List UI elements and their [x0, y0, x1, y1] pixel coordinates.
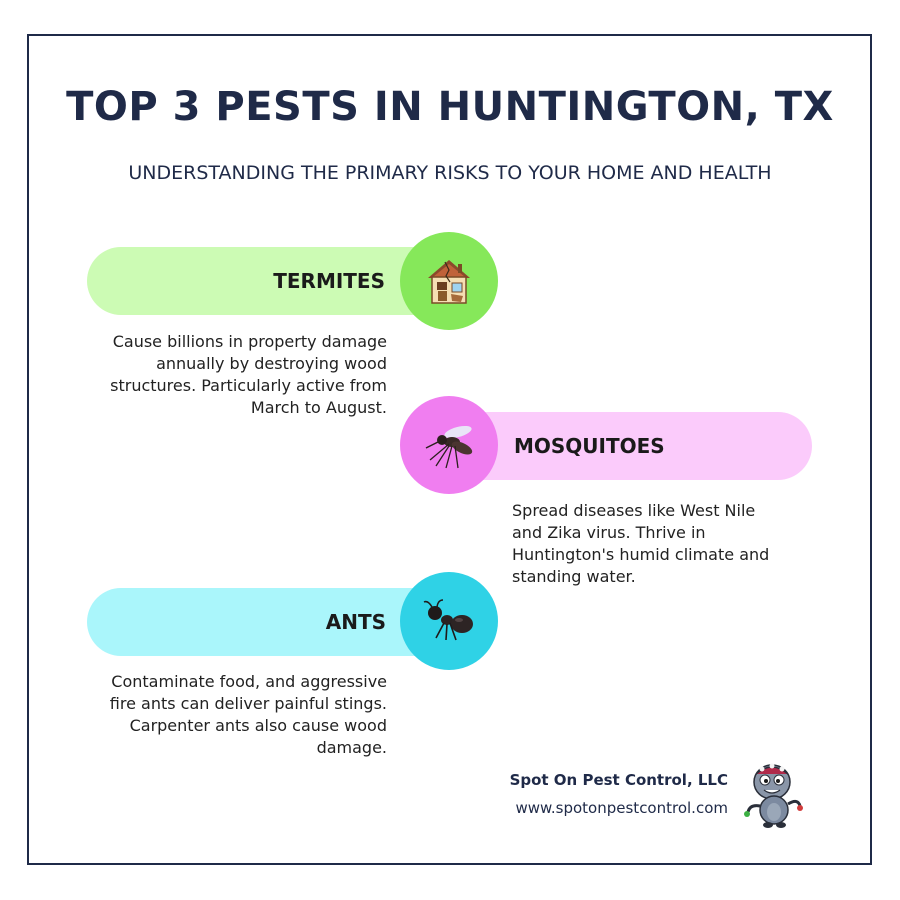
- termites-description: Cause billions in property damage annually by destroying wood structures. Particularly active from March to August.: [110, 332, 387, 417]
- ants-circle: [400, 572, 498, 670]
- termites-circle: [400, 232, 498, 330]
- damaged-house-icon: [425, 256, 473, 306]
- ants-description: Contaminate food, and aggressive fire ants can deliver painful stings. Carpenter ants also cause wood damage.: [109, 672, 387, 757]
- mosquitoes-circle: [400, 396, 498, 494]
- mosquitoes-label: MOSQUITOES: [514, 434, 665, 458]
- ant-icon: [422, 598, 476, 644]
- ants-banner: [87, 588, 447, 656]
- termites-label: TERMITES: [273, 269, 385, 293]
- mosquitoes-banner: [451, 412, 812, 480]
- ants-label: ANTS: [325, 610, 386, 634]
- mosquito-icon: [422, 420, 476, 470]
- page-subtitle: UNDERSTANDING THE PRIMARY RISKS TO YOUR HOME AND HEALTH: [128, 162, 772, 184]
- bug-mascot-icon: [742, 760, 810, 830]
- mosquitoes-description: Spread diseases like West Nile and Zika virus. Thrive in Huntington's humid climate and standing water.: [512, 501, 770, 586]
- page-title: TOP 3 PESTS IN HUNTINGTON, TX: [66, 84, 834, 130]
- company-website-link[interactable]: www.spotonpestcontrol.com: [515, 799, 728, 817]
- company-name: Spot On Pest Control, LLC: [509, 771, 728, 789]
- termites-banner: [87, 247, 447, 315]
